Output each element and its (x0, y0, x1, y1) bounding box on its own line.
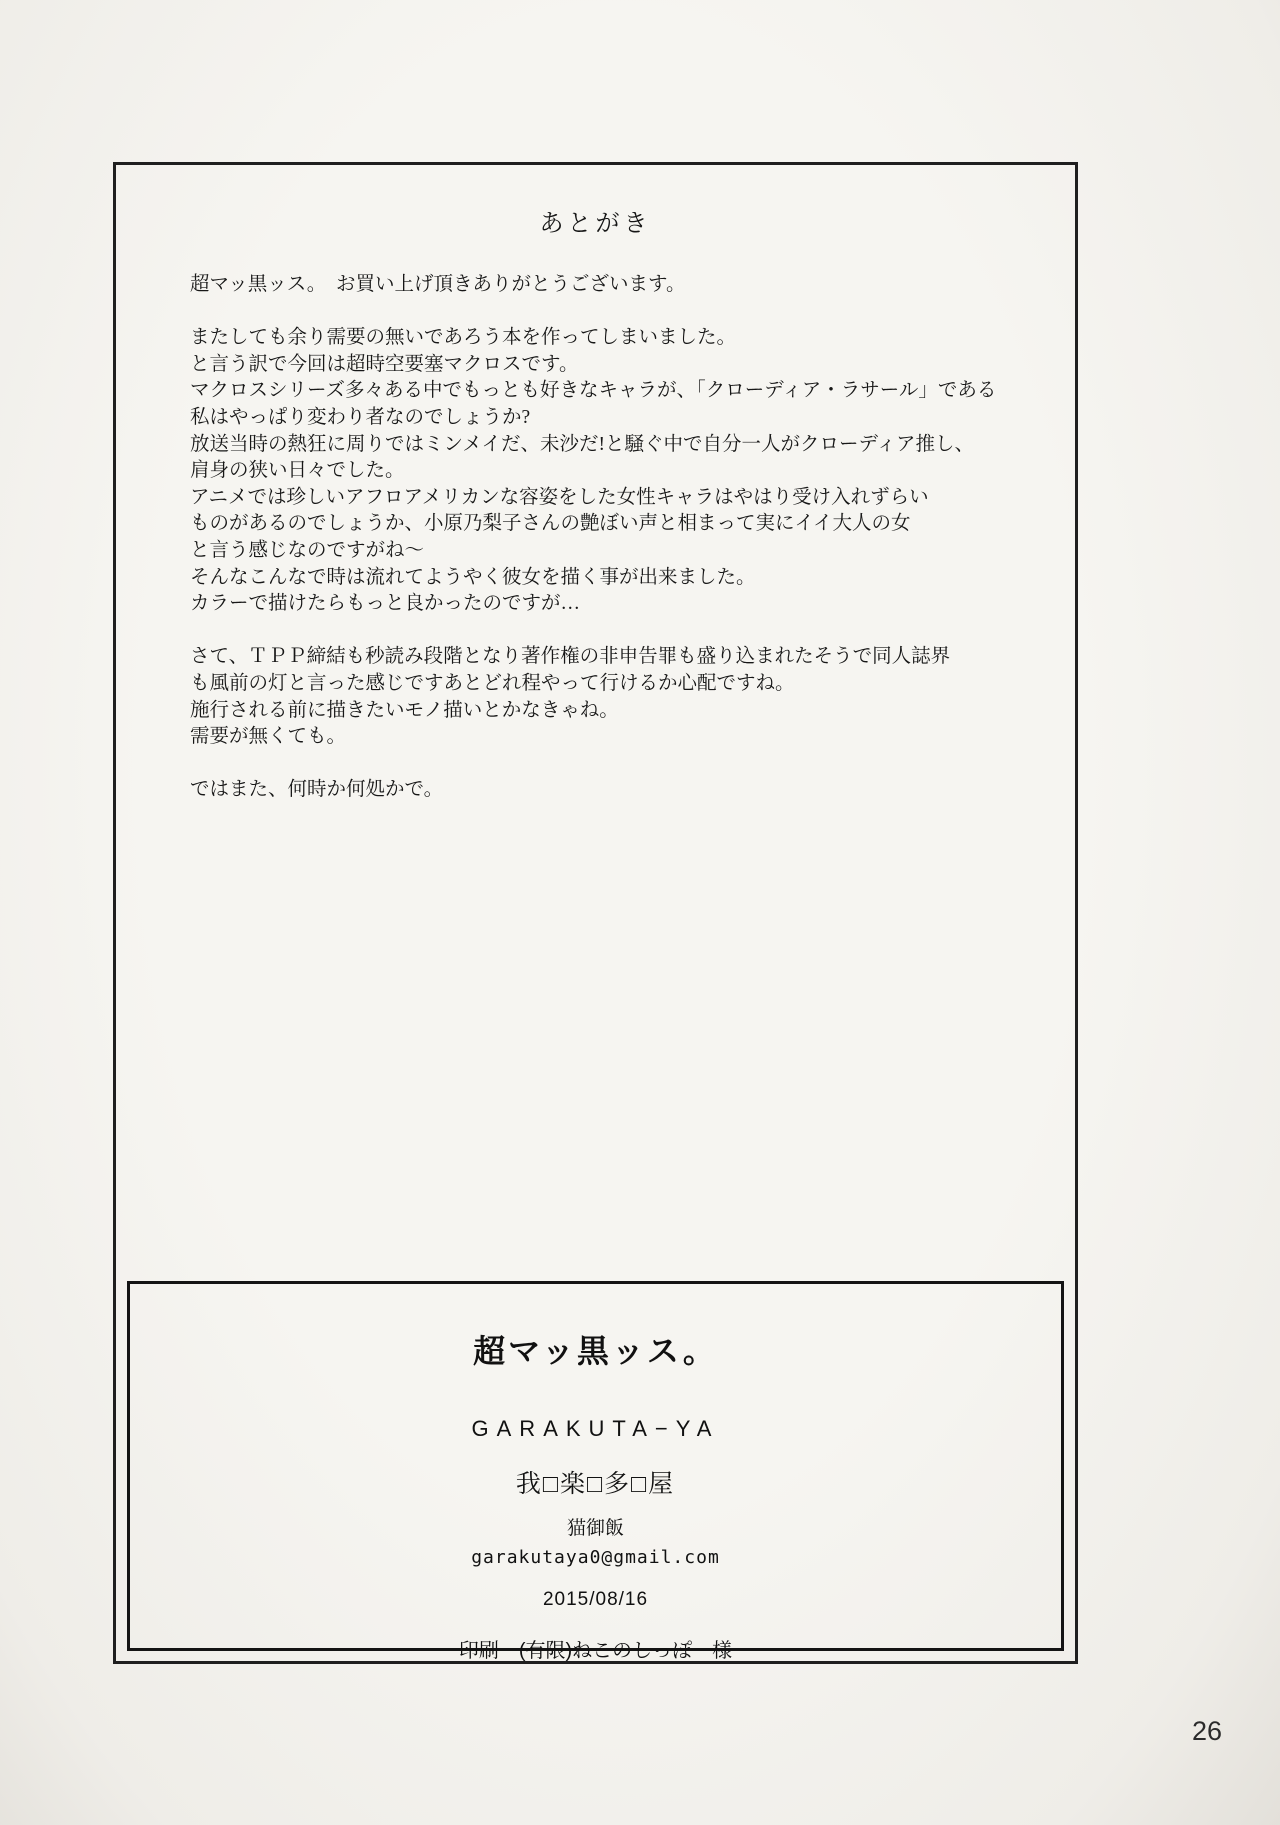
afterword-line: と言う訳で今回は超時空要塞マクロスです。 (190, 353, 579, 375)
colophon-box (127, 1281, 1064, 1662)
afterword-line: さて、ＴＰＰ締結も秒読み段階となり著作権の非申告罪も盛り込まれたそうで同人誌界 (190, 646, 951, 668)
book-title: 超マッ黒ッス。 (473, 1333, 718, 1369)
afterword-line: 超マッ黒ッス。 お買い上げ頂きありがとうございます。 (190, 274, 686, 295)
afterword-title: あとがき (539, 211, 652, 237)
afterword-line: マクロスシリーズ多々ある中でもっとも好きなキャラが、「クローディア・ラサール」である (190, 380, 997, 402)
circle-name-japanese: 我□楽□多□屋 (515, 1470, 676, 1498)
page-border-frame (113, 162, 1078, 1664)
page-number: 26 (1192, 1716, 1223, 1746)
afterword-line: も風前の灯と言った感じですあとどれ程やって行けるか心配ですね。 (190, 672, 795, 694)
afterword-line: 放送当時の熱狂に周りではミンメイだ、未沙だ!と騒ぐ中で自分一人がクローディア推し、 (190, 433, 974, 455)
afterword-line: 施行される前に描きたいモノ描いとかなきゃね。 (190, 699, 619, 721)
afterword-paragraph-3 (190, 644, 1035, 750)
contact-email: garakutaya0@gmail.com (471, 1547, 720, 1568)
afterword-line: またしても余り需要の無いであろう本を作ってしまいました。 (190, 327, 737, 349)
printer-credit: 印刷 (有限)ねこのしっぽ 様 (458, 1640, 733, 1662)
author-name: 猫御飯 (566, 1518, 624, 1539)
afterword-line: 私はやっぱり変わり者なのでしょうか? (190, 406, 531, 428)
afterword-paragraph-1 (190, 272, 1035, 299)
afterword-line: そんなこんなで時は流れてようやく彼女を描く事が出来ました。 (190, 566, 756, 588)
afterword-line: 肩身の狭い日々でした。 (190, 460, 405, 482)
afterword-line: カラーで描けたらもっと良かったのですが… (190, 593, 581, 615)
afterword-body (190, 272, 1035, 804)
afterword-line: 需要が無くても。 (190, 726, 347, 748)
afterword-paragraph-2 (190, 325, 1035, 618)
circle-name-romaji: GARAKUTA−YA (471, 1416, 720, 1441)
afterword-line: アニメでは珍しいアフロアメリカンな容姿をした女性キャラはやはり受け入れずらい (190, 486, 929, 508)
afterword-line: ではまた、何時か何処かで。 (190, 779, 444, 801)
afterword-line: と言う感じなのですがね〜 (190, 539, 425, 561)
afterword-paragraph-4 (190, 777, 1035, 804)
afterword-line: ものがあるのでしょうか、小原乃梨子さんの艶ぼい声と相まって実にイイ大人の女 (190, 513, 911, 535)
publication-date: 2015/08/16 (542, 1589, 649, 1610)
